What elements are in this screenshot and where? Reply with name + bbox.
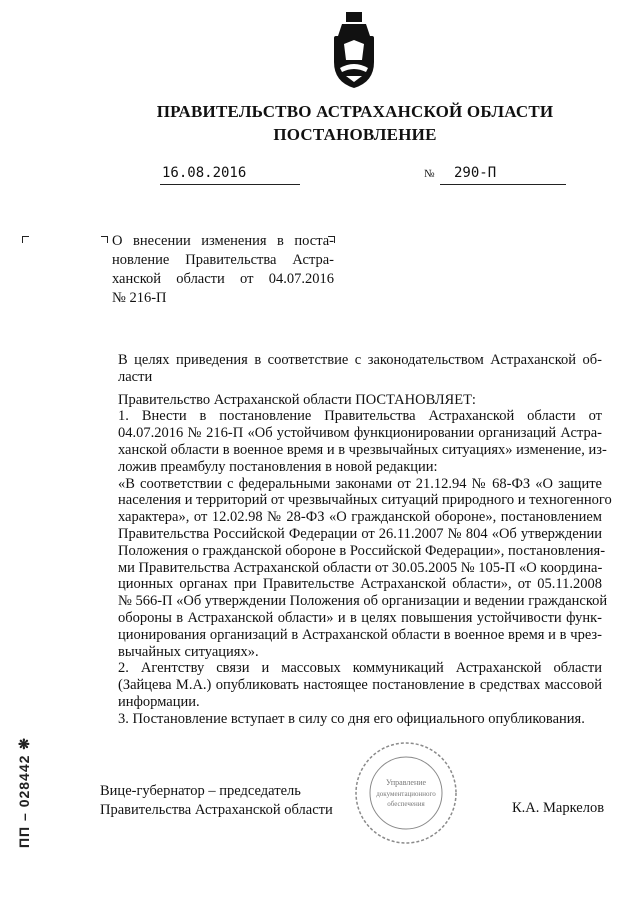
document-date: 16.08.2016 <box>162 165 247 181</box>
body-line: ционирования организаций в Астраханской области в военное время и в чрез- <box>118 626 602 643</box>
body-line: № 566-П «Об утверждении Положения об организации и ведении гражданской <box>118 593 608 610</box>
document-number: 290-П <box>454 165 497 181</box>
stamp-text: обеспечения <box>387 800 425 808</box>
subject-line: О внесении изменения в поста- <box>112 233 334 249</box>
body-line: Правительство Астраханской области ПОСТАНОВЛЯЕТ: <box>118 391 476 408</box>
body-line: 1. Внести в постановление Правительства Астраханской области от <box>118 408 602 425</box>
government-title: ПРАВИТЕЛЬСТВО АСТРАХАНСКОЙ ОБЛАСТИ <box>156 102 554 121</box>
signatory-position-line: Правительства Астраханской области <box>100 802 333 818</box>
subject-line: новление Правительства Астра- <box>112 252 334 268</box>
subject-line: ханской области от 04.07.2016 <box>112 271 334 287</box>
body-line: (Зайцева М.А.) опубликовать настоящее постановление в средствах массовой <box>118 677 602 694</box>
number-label: № <box>424 168 435 180</box>
body-line: Положения о гражданской обороне в Российской Федерации», постановления- <box>118 542 606 559</box>
body-line: характера», от 12.02.98 № 28-ФЗ «О гражданской обороне», постановлением <box>118 509 602 526</box>
body-line: 2. Агентству связи и массовых коммуникаций Астраханской области <box>118 660 602 677</box>
body-line: 3. Постановление вступает в силу со дня его официального опубликования. <box>118 710 585 727</box>
body-line: В целях приведения в соответствие с законодательством Астраханской об- <box>118 352 602 368</box>
signatory-position <box>100 782 333 820</box>
official-stamp <box>353 740 459 846</box>
body-line: информации. <box>118 693 200 710</box>
body-line: ханской области в военное время и в чрезвычайных ситуациях» изменение, из- <box>118 441 607 458</box>
body-line: ласти <box>118 368 153 385</box>
document-type: ПОСТАНОВЛЕНИЕ <box>273 125 437 144</box>
corner-mark <box>22 236 29 243</box>
document-number-field <box>440 164 566 185</box>
document-header <box>0 100 640 146</box>
body-line: обороны в Астраханской области» и в целях повышения устойчивости функ- <box>118 609 602 626</box>
signatory-position-line: Вице-губернатор – председатель <box>100 783 301 799</box>
body-line: 04.07.2016 № 216-П «Об устойчивом функционировании организаций Астра- <box>118 425 602 442</box>
side-code-text: ПП – 028442 ❋ <box>16 736 32 848</box>
coat-of-arms-emblem <box>326 10 382 90</box>
body-line: ми Правительства Астраханской области от 30.05.2005 № 105-П «О координа- <box>118 559 603 576</box>
subject-line: № 216-П <box>112 290 167 306</box>
document-subject <box>112 232 334 308</box>
body-line: ложив преамбулу постановления в новой редакции: <box>118 458 438 475</box>
stamp-text: документационного <box>376 790 436 798</box>
body-line: ционных органах при Правительстве Астраханской области», от 05.11.2008 <box>118 576 602 593</box>
document-date-field <box>160 164 300 185</box>
body-line: Правительства Российской Федерации от 26.11.2007 № 804 «Об утверждении <box>118 525 602 542</box>
stamp-text: Управление <box>385 778 427 787</box>
corner-mark <box>101 236 108 243</box>
body-line: вычайных ситуациях». <box>118 643 259 660</box>
body-line: «В соответствии с федеральными законами от 21.12.94 № 68-ФЗ «О защите <box>118 475 602 492</box>
signatory-name: К.А. Маркелов <box>512 800 605 816</box>
side-registration-code <box>6 690 36 860</box>
document-body <box>118 352 612 728</box>
body-line: населения и территорий от чрезвычайных ситуаций природного и техногенного <box>118 492 612 509</box>
